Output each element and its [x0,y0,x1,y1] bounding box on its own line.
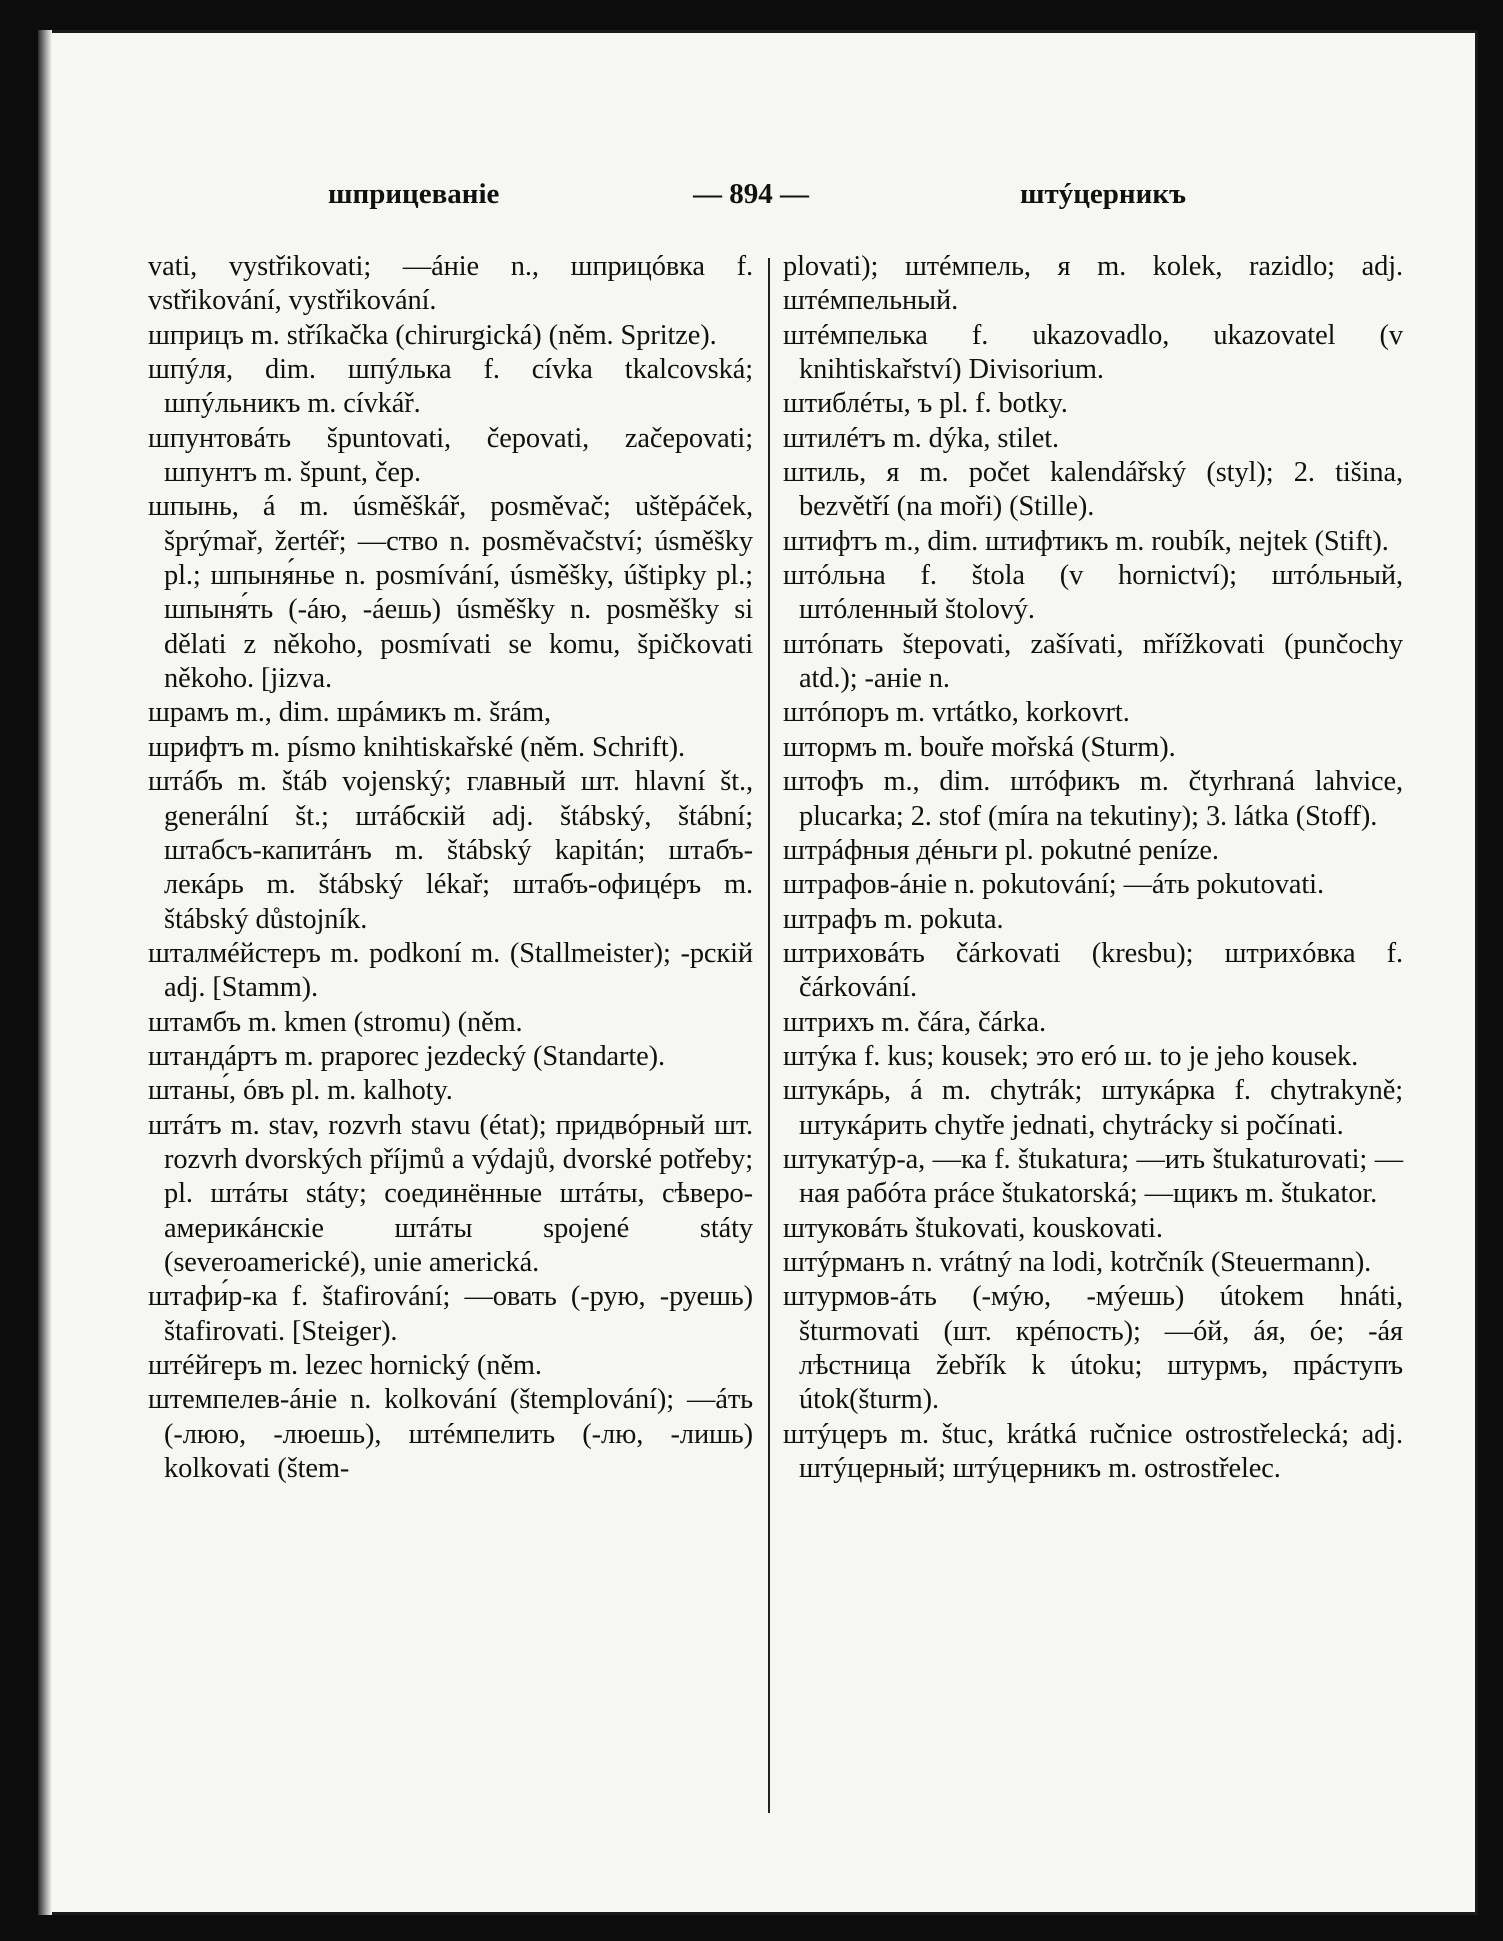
entry: штиблéты, ъ pl. f. botky. [783,388,1068,420]
entry: штóпать štepovati, zašívati, mřížkovati (punčochy atd.); -анie n. [783,628,1403,695]
entry: штýка f. kus; kousek; это eró ш. to je jeho kousek. [783,1040,1359,1072]
entry: шпынь, á m. úsměškář, posměvač; uštěpáček, šprýmař, žertéř; —ство n. posměvačství; úsměšky pl.; шпыня́нье n. posmívání, úsměšky, úštipky pl.; шпыня́ть (-áю, -áешь) úsměšky n. posměšky si dělati z někoho, posmívati se komu, špičkovati někoho. [jizva. [148,491,753,695]
left-guide-word: шприцеваніе [328,178,500,210]
entry: штиль, я m. počet kalendářský (styl); 2. tišina, bezvětří (na moři) (Stille). [783,457,1403,523]
entry: штофъ m., dim. штóфикъ m. čtyrhraná lahvice, plucarka; 2. stof (míra na tekutiny); 3. látka (Stoff). [783,766,1403,832]
entry: штафи́р-ка f. štafirování; —овать (-рую, -руешь) štafirovati. [Steiger). [148,1281,753,1347]
entry: шрифтъ m. písmo knihtiskařské (něm. Schrift). [148,731,685,763]
entry: шрамъ m., dim. шрáмикъ m. šrám, [148,697,551,729]
entry: штéмпелька f. ukazovadlo, ukazovatel (v knihtiskařství) Divisorium. [783,319,1403,386]
entry: штрихъ m. čára, čárka. [783,1006,1046,1038]
entry: штукáрь, á m. chytrák; штукáрка f. chytrakyně; штукáрить chytře jednati, chytrácky si počínati. [783,1075,1403,1141]
entry: штóпоръ m. vrtátko, korkovrt. [783,697,1130,729]
entry: штýрманъ n. vrátný na lodi, kotrčník (Steuermann). [783,1246,1372,1278]
entry: штандáртъ m. praporec jezdecký (Standarte). [148,1040,666,1072]
entry: plovati); штéмпель, я m. kolek, razidlo; adj. штéмпельный. [783,251,1403,317]
entry: штукатýр-а, —ка f. štukatura; —ить štukaturovati; —ная рабóта práce štukatorská; —щикъ m. štukator. [783,1143,1403,1210]
entry: шприцъ m. stříkačka (chirurgická) (něm. Spritze). [148,319,717,351]
entry: штриховáть čárkovati (kresbu); штрихóвка f. čárkování. [783,937,1403,1004]
page-header [38,178,1478,218]
column-divider [768,258,770,1813]
right-guide-word: штýцерникъ [1020,178,1186,210]
right-column [783,250,1403,1486]
entry: штуковáть štukovati, kouskovati. [783,1212,1163,1244]
entry: штáтъ m. stav, rozvrh stavu (état); придвóрный шт. rozvrh dvorských příjmů a výdajů, dvorské potřeby; pl. штáты státy; соединённые штáты, сѣверо-америкáнскiе штáты spojené státy (severoamerické), unie americká. [148,1109,753,1278]
entry: штóльна f. štola (v hornictví); штóльный, штóленный štolový. [783,560,1403,626]
page-number: — 894 — [693,178,809,210]
left-column [148,250,753,1486]
entry: штамбъ m. kmen (stromu) (něm. [148,1006,523,1038]
entry: штормъ m. bouře mořská (Sturm). [783,731,1176,763]
entry: штрафъ m. pokuta. [783,903,1004,935]
entry: штурмов-áть (-мýю, -мýешь) útokem hnáti, šturmovati (шт. крéпость); —óй, áя, óе; -áя лѣстница žebřík k útoku; штурмъ, прáступъ útok(šturm). [783,1281,1403,1416]
dictionary-page [38,30,1478,1915]
entry: штемпелев-áнie n. kolkování (štemplování); —áть (-люю, -люешь), штéмпелить (-лю, -лишь) kolkovati (štem- [148,1384,753,1485]
entry: штéйгеръ m. lezec hornický (něm. [148,1350,542,1381]
entry: штрафов-áнie n. pokutování; —áть pokutovati. [783,869,1324,901]
entry: шталмéйстеръ m. podkoní m. (Stallmeister); -рскiй adj. [Stamm). [148,937,753,1004]
entry: штрáфныя дéньги pl. pokutné peníze. [783,834,1219,866]
entry: шпýля, dim. шпýлька f. cívka tkalcovská; шпýльникъ m. cívkář. [148,354,753,420]
entry: штилéтъ m. dýka, stilet. [783,422,1059,454]
entry: штáбъ m. štáb vojenský; главный шт. hlavní št., generální št.; штáбскiй adj. štábský, štábní; штабсъ-капитáнъ m. štábský kapitán; штабъ-лекáрь m. štábský lékař; штабъ-офицéръ m. štábský důstojník. [148,766,753,935]
entry: штаны́, óвъ pl. m. kalhoty. [148,1075,453,1107]
entry: шпунтовáть špuntovati, čepovati, začepovati; шпунтъ m. špunt, čep. [148,422,753,489]
entry: штифтъ m., dim. штифтикъ m. roubík, nejtek (Stift). [783,525,1389,557]
entry: vati, vystřikovati; —áнie n., шприцóвка f. vstřikování, vystřikování. [148,251,753,317]
entry: штýцеръ m. štuc, krátká ručnice ostrostřelecká; adj. штýцерный; штýцерникъ m. ostrostřelec. [783,1418,1403,1485]
